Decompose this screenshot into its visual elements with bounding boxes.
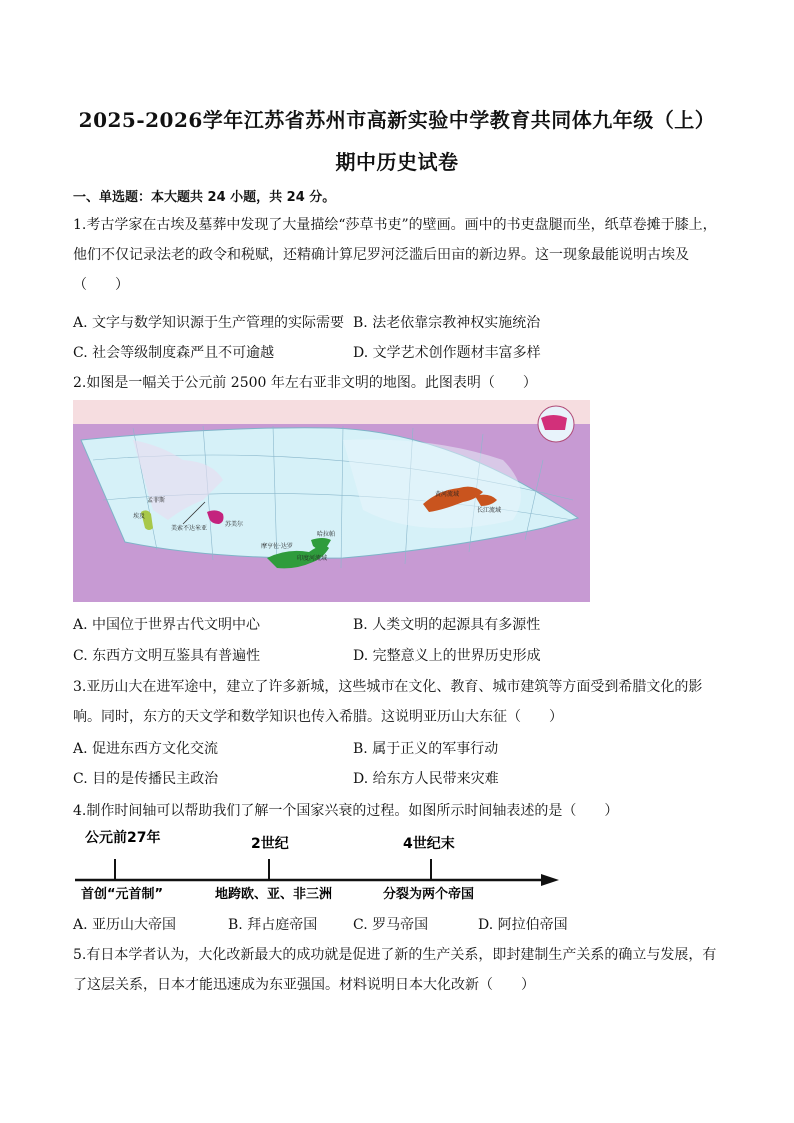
rome-timeline: [73, 826, 563, 906]
timeline-bottom-3: 分裂为两个帝国: [383, 887, 475, 902]
exam-subtitle: 期中历史试卷: [335, 150, 459, 174]
question-1-option-b[interactable]: B. 法老依靠宗教神权实施统治: [353, 315, 541, 331]
question-4-stem: 4.制作时间轴可以帮助我们了解一个国家兴衰的过程。如图所示时间轴表述的是（ ）: [73, 803, 619, 819]
question-1-option-c[interactable]: C. 社会等级制度森严且不可逾越: [73, 345, 275, 361]
question-3-stem: 3.亚历山大在进军途中，建立了许多新城，这些城市在文化、教育、城市建筑等方面受到希腊文化的影响。同时，东方的天文学和数学知识也传入希腊。这说明亚历山大东征（ ）: [73, 679, 703, 725]
timeline-bottom-1: 首创“元首制”: [81, 887, 164, 902]
timeline-bottom-2: 地跨欧、亚、非三洲: [215, 887, 333, 902]
timeline-top-2: 2世纪: [251, 836, 289, 852]
question-4-option-d[interactable]: D. 阿拉伯帝国: [478, 917, 568, 933]
question-3-option-b[interactable]: B. 属于正义的军事行动: [353, 741, 499, 757]
question-3-option-d[interactable]: D. 给东方人民带来灾难: [353, 771, 499, 787]
question-3-option-c[interactable]: C. 目的是传播民主政治: [73, 771, 219, 787]
map-label-indus: 印度河流域: [297, 555, 328, 562]
question-1-option-a[interactable]: A. 文字与数学知识源于生产管理的实际需要: [73, 315, 345, 331]
question-2-option-d[interactable]: D. 完整意义上的世界历史形成: [353, 648, 541, 664]
map-label-harappa: 哈拉帕: [317, 531, 336, 538]
question-5-stem: 5.有日本学者认为，大化改新最大的成功就是促进了新的生产关系，即封建制生产关系的确立与发展，有了这层关系，日本才能迅速成为东亚强国。材料说明日本大化改新（ ）: [73, 947, 717, 993]
exam-title: 2025-2026学年江苏省苏州市高新实验中学教育共同体九年级（上）: [78, 108, 716, 132]
map-label-sumer: 苏美尔: [225, 521, 244, 528]
map-label-yellow-river: 黄河流域: [435, 491, 460, 498]
map-label-yangtze: 长江流域: [477, 507, 502, 514]
question-1-stem: 1.考古学家在古埃及墓葬中发现了大量描绘“莎草书吏”的壁画。画中的书吏盘腿而坐，纸草卷摊于膝上，他们不仅记录法老的政令和税赋，还精确计算尼罗河泛滥后田亩的新边界。这一现象最能说明古埃及（ ）: [73, 217, 717, 293]
question-4-option-c[interactable]: C. 罗马帝国: [353, 917, 429, 933]
question-2-option-c[interactable]: C. 东西方文明互鉴具有普遍性: [73, 648, 261, 664]
map-label-mohenjo: 摩亨佐·达罗: [261, 543, 293, 550]
timeline-top-1: 公元前27年: [85, 830, 161, 846]
question-2-stem: 2.如图是一幅关于公元前 2500 年左右亚非文明的地图。此图表明（ ）: [73, 375, 537, 391]
question-4-option-b[interactable]: B. 拜占庭帝国: [228, 917, 318, 933]
map-label-mesopotamia: 美索不达米亚: [171, 525, 208, 532]
question-2-option-b[interactable]: B. 人类文明的起源具有多源性: [353, 617, 541, 633]
question-1-option-d[interactable]: D. 文学艺术创作题材丰富多样: [353, 345, 541, 361]
question-2-option-a[interactable]: A. 中国位于世界古代文明中心: [73, 617, 261, 633]
ancient-civilizations-map: [73, 400, 590, 602]
map-label-egypt: 埃及: [133, 513, 146, 520]
question-3-option-a[interactable]: A. 促进东西方文化交流: [73, 741, 219, 757]
question-4-option-a[interactable]: A. 亚历山大帝国: [73, 917, 177, 933]
map-label-memphis: 孟菲斯: [147, 497, 166, 504]
section-heading: 一、单选题：本大题共 24 小题，共 24 分。: [73, 190, 336, 205]
timeline-top-3: 4世纪末: [403, 836, 455, 852]
